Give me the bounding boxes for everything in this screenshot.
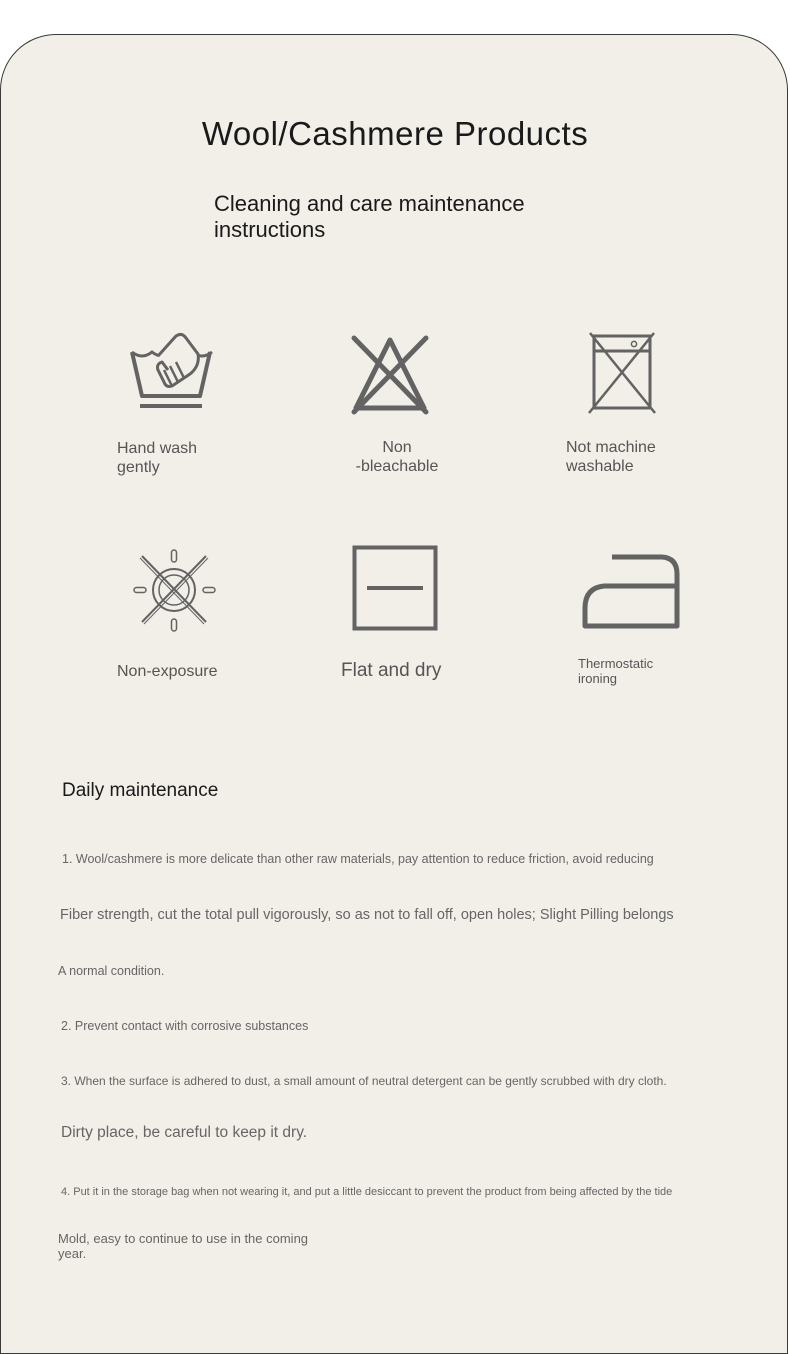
no-machine-wash-icon (586, 331, 658, 415)
no-sun-exposure-icon (130, 546, 218, 634)
page-title: Wool/Cashmere Products (201, 115, 589, 152)
maintenance-line-8: Mold, easy to continue to use in the coming year. (58, 1231, 309, 1261)
no-machine-wash-label: Not machine washable (566, 439, 656, 475)
no-bleach-icon (348, 334, 432, 416)
maintenance-line-2: Fiber strength, cut the total pull vigorously, so as not to fall off, open holes; Slight Pilling belongs (60, 907, 674, 923)
no-sun-exposure-label: Non-exposure (117, 663, 218, 680)
no-bleach-label: Non -bleachable (355, 439, 439, 475)
daily-maintenance-title: Daily maintenance (62, 780, 219, 801)
flat-dry-icon (352, 545, 438, 631)
flat-dry-label: Flat and dry (341, 660, 442, 681)
maintenance-line-5: 3. When the surface is adhered to dust, a small amount of neutral detergent can be gently scrubbed with dry cloth. (61, 1074, 667, 1088)
iron-label: Thermostatic ironing (578, 656, 654, 686)
maintenance-line-4: 2. Prevent contact with corrosive substances (61, 1019, 309, 1033)
hand-wash-label: Hand wash gently (117, 440, 198, 476)
maintenance-line-3: A normal condition. (58, 964, 165, 978)
maintenance-line-1: 1. Wool/cashmere is more delicate than other raw materials, pay attention to reduce friction, avoid reducing (62, 852, 654, 866)
page-subtitle: Cleaning and care maintenance instructions (214, 191, 525, 242)
maintenance-line-7: 4. Put it in the storage bag when not wearing it, and put a little desiccant to prevent the product from being affected by the tide (61, 1186, 673, 1198)
hand-wash-icon (128, 330, 218, 412)
iron-icon (582, 554, 682, 632)
maintenance-line-6: Dirty place, be careful to keep it dry. (61, 1124, 308, 1141)
